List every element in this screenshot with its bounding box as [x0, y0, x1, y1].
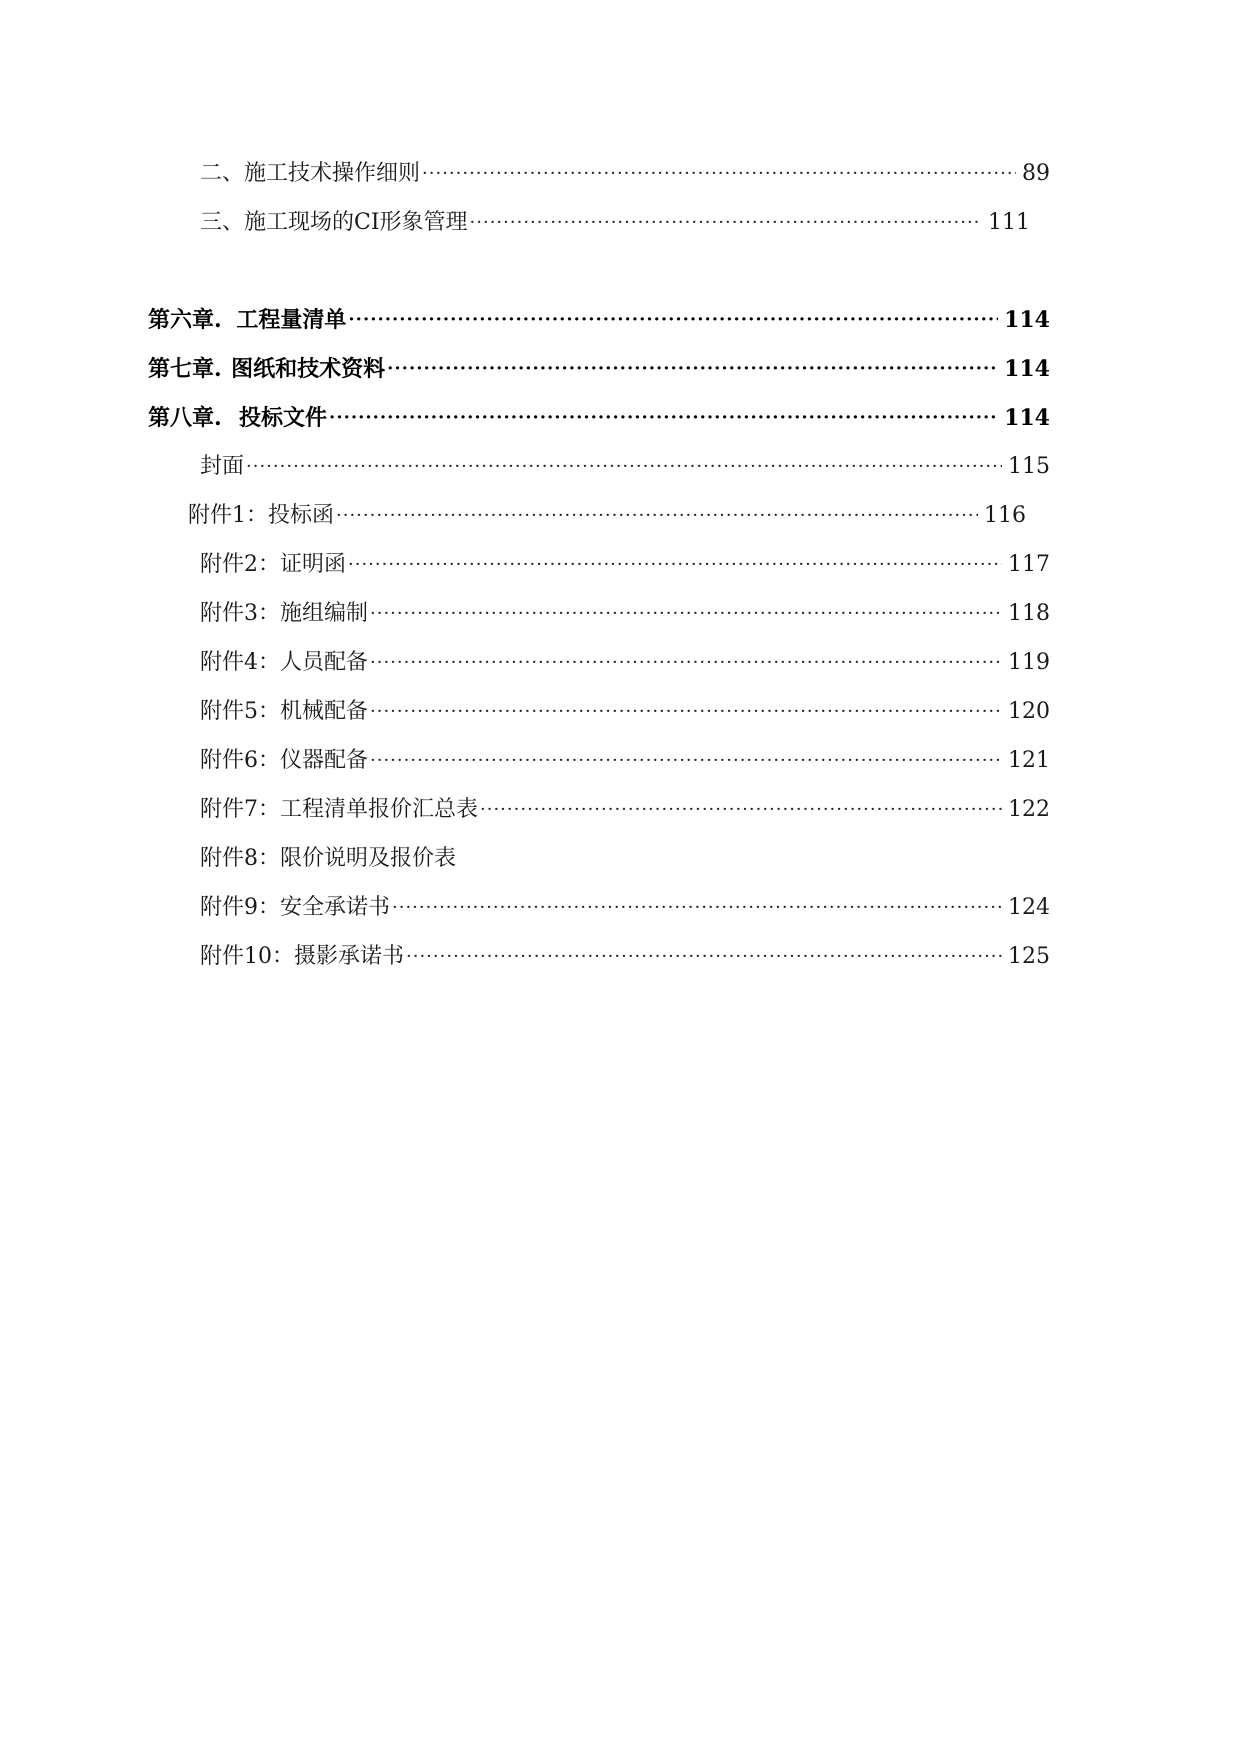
toc-appendix-title: 安全承诺书: [280, 895, 391, 920]
toc-appendix-title: 机械配备: [280, 699, 369, 724]
toc-appendix-title: 工程清单报价汇总表: [280, 797, 479, 822]
toc-appendix-entry[interactable]: [200, 594, 1050, 634]
toc-entry-title: 施工现场的CI形象管理: [244, 210, 468, 235]
toc-entry[interactable]: [200, 447, 1050, 487]
toc-appendix-entry[interactable]: [188, 496, 1026, 536]
toc-entry[interactable]: [200, 154, 1050, 194]
toc-entry-page: 111: [988, 210, 1030, 235]
toc-entry-title: 封面: [200, 454, 245, 479]
toc-appendix-number: 附件2：: [200, 552, 280, 577]
toc-appendix-number: 附件1：: [188, 503, 268, 528]
toc-dot-leader: [406, 937, 1002, 977]
toc-dot-leader: [370, 692, 1002, 732]
toc-appendix-title: 限价说明及报价表: [280, 846, 457, 871]
toc-appendix-page: 125: [1008, 944, 1050, 969]
toc-chapter-page: 114: [1004, 307, 1050, 333]
toc-dot-leader: [422, 154, 1016, 194]
toc-chapter-title: 投标文件: [239, 405, 328, 431]
toc-entry-number: 三、: [200, 210, 245, 235]
toc-entry[interactable]: [200, 203, 1030, 243]
toc-chapter-number: 第七章.: [148, 356, 222, 382]
toc-chapter-title: 工程量清单: [236, 307, 347, 333]
toc-appendix-entry[interactable]: [200, 937, 1050, 977]
toc-appendix-number: 附件3：: [200, 601, 280, 626]
toc-appendix-entry[interactable]: [200, 741, 1050, 781]
toc-chapter-entry[interactable]: [148, 349, 1050, 389]
toc-appendix-number: 附件7：: [200, 797, 280, 822]
toc-dot-leader: [246, 447, 1002, 487]
toc-entry-page: 115: [1008, 454, 1050, 479]
toc-chapter-number: 第六章.: [148, 307, 222, 333]
toc-appendix-page: 120: [1008, 699, 1050, 724]
toc-chapter-number: 第八章.: [148, 405, 222, 431]
toc-appendix-number: 附件4：: [200, 650, 280, 675]
toc-chapter-title: 图纸和技术资料: [231, 356, 386, 382]
toc-appendix-title: 施组编制: [280, 601, 369, 626]
toc-entry-page: 89: [1022, 161, 1050, 186]
toc-dot-leader: [336, 496, 978, 536]
toc-appendix-number: 附件10：: [200, 944, 294, 969]
toc-appendix-number: 附件9：: [200, 895, 280, 920]
toc-entry-title: 施工技术操作细则: [244, 161, 421, 186]
toc-appendix-entry[interactable]: [200, 643, 1050, 683]
toc-dot-leader: [480, 790, 1002, 830]
toc-entry-number: 二、: [200, 161, 245, 186]
toc-appendix-number: 附件5：: [200, 699, 280, 724]
toc-dot-leader: [370, 594, 1002, 634]
toc-appendix-entry[interactable]: [200, 545, 1050, 585]
toc-appendix-title: 证明函: [280, 552, 347, 577]
toc-appendix-entry[interactable]: [200, 888, 1050, 928]
toc-chapter-page: 114: [1004, 356, 1050, 382]
toc-appendix-entry[interactable]: [200, 839, 1050, 879]
toc-dot-leader: [470, 203, 982, 243]
toc-chapter-page: 114: [1004, 405, 1050, 431]
toc-appendix-page: 124: [1008, 895, 1050, 920]
toc-dot-leader: [370, 741, 1002, 781]
toc-appendix-entry[interactable]: [200, 790, 1050, 830]
toc-appendix-entry[interactable]: [200, 692, 1050, 732]
toc-appendix-page: 121: [1008, 748, 1050, 773]
toc-dot-leader: [387, 349, 998, 389]
toc-appendix-page: 117: [1008, 552, 1050, 577]
toc-appendix-page: 116: [984, 503, 1026, 528]
toc-dot-leader: [348, 300, 998, 340]
toc-appendix-title: 人员配备: [280, 650, 369, 675]
toc-appendix-page: 118: [1008, 601, 1050, 626]
toc-appendix-page: 119: [1008, 650, 1050, 675]
toc-chapter-entry[interactable]: [148, 398, 1050, 438]
toc-chapter-entry[interactable]: [148, 300, 1050, 340]
toc-appendix-page: 122: [1008, 797, 1050, 822]
toc-appendix-title: 仪器配备: [280, 748, 369, 773]
toc-dot-leader: [370, 643, 1002, 683]
toc-dot-leader: [392, 888, 1002, 928]
toc-dot-leader: [329, 398, 998, 438]
toc-appendix-title: 投标函: [268, 503, 335, 528]
toc-appendix-number: 附件6：: [200, 748, 280, 773]
toc-appendix-number: 附件8：: [200, 846, 280, 871]
toc-appendix-title: 摄影承诺书: [294, 944, 405, 969]
toc-dot-leader: [348, 545, 1002, 585]
